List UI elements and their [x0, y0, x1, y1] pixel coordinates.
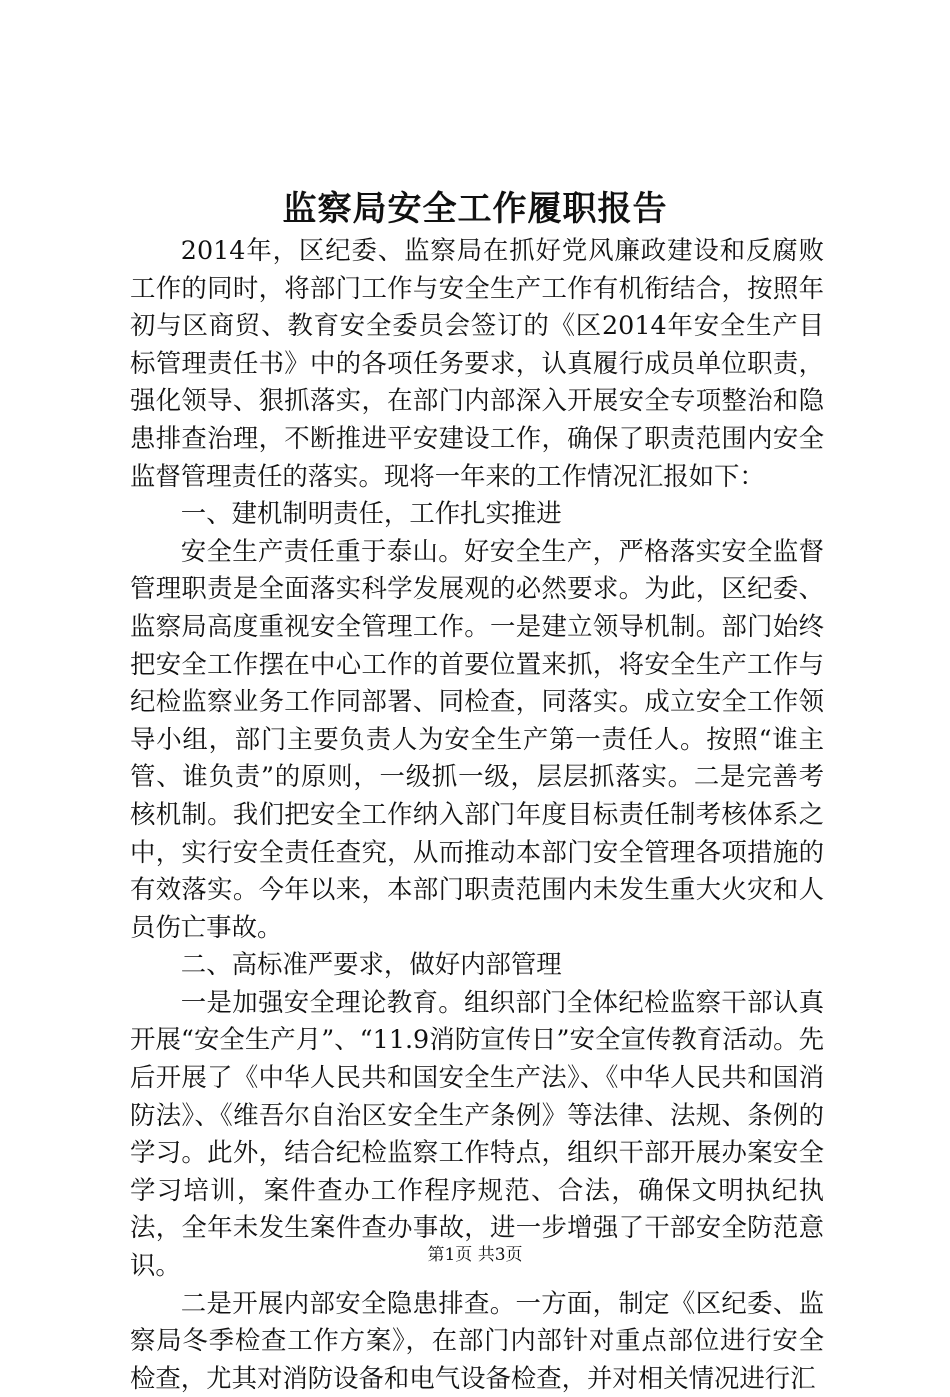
document-body: [130, 232, 824, 1397]
paragraph-section-2-b: 二是开展内部安全隐患排查。一方面，制定《区纪委、监察局冬季检查工作方案》，在部门内部针对重点部位进行安全检查，尤其对消防设备和电气设备检查，并对相关情况进行汇: [130, 1287, 824, 1393]
paragraph-intro: 2014年，区纪委、监察局在抓好党风廉政建设和反腐败工作的同时，将部门工作与安全生产工作有机衔结合，按照年初与区商贸、教育安全委员会签订的《区2014年安全生产目标管理责任书》中的各项任务要求，认真履行成员单位职责，强化领导、狠抓落实，在部门内部深入开展安全专项整治和隐患排查治理，不断推进平安建设工作，确保了职责范围内安全监督管理责任的落实。现将一年来的工作情况汇报如下：: [130, 235, 824, 491]
section-heading-1: 一、建机制明责任，工作扎实推进: [180, 498, 562, 529]
page-number-footer: 第1页 共3页: [427, 1245, 523, 1265]
paragraph-section-2-a: 一是加强安全理论教育。组织部门全体纪检监察干部认真开展“安全生产月”、“11.9消防宣传日”安全宣传教育活动。先后开展了《中华人民共和国安全生产法》、《中华人民共和国消防法》、《维吾尔自治区安全生产条例》等法律、法规、条例的学习。此外，结合纪检监察工作特点，组织干部开展办案安全学习培训，案件查办工作程序规范、合法，确保文明执纪执法，全年未发生案件查办事故，进一步增强了干部安全防范意识。: [130, 986, 824, 1281]
section-heading-2: 二、高标准严要求，做好内部管理: [180, 949, 562, 980]
paragraph-section-1: 安全生产责任重于泰山。好安全生产，严格落实安全监督管理职责是全面落实科学发展观的必然要求。为此，区纪委、监察局高度重视安全管理工作。一是建立领导机制。部门始终把安全工作摆在中心工作的首要位置来抓，将安全生产工作与纪检监察业务工作同部署、同检查，同落实。成立安全工作领导小组，部门主要负责人为安全生产第一责任人。按照“谁主管、谁负责”的原则，一级抓一级，层层抓落实。二是完善考核机制。我们把安全工作纳入部门年度目标责任制考核体系之中，实行安全责任查究，从而推动本部门安全管理各项措施的有效落实。今年以来，本部门职责范围内未发生重大火灾和人员伤亡事故。: [130, 535, 824, 942]
document-title: 监察局安全工作履职报告: [282, 189, 668, 229]
